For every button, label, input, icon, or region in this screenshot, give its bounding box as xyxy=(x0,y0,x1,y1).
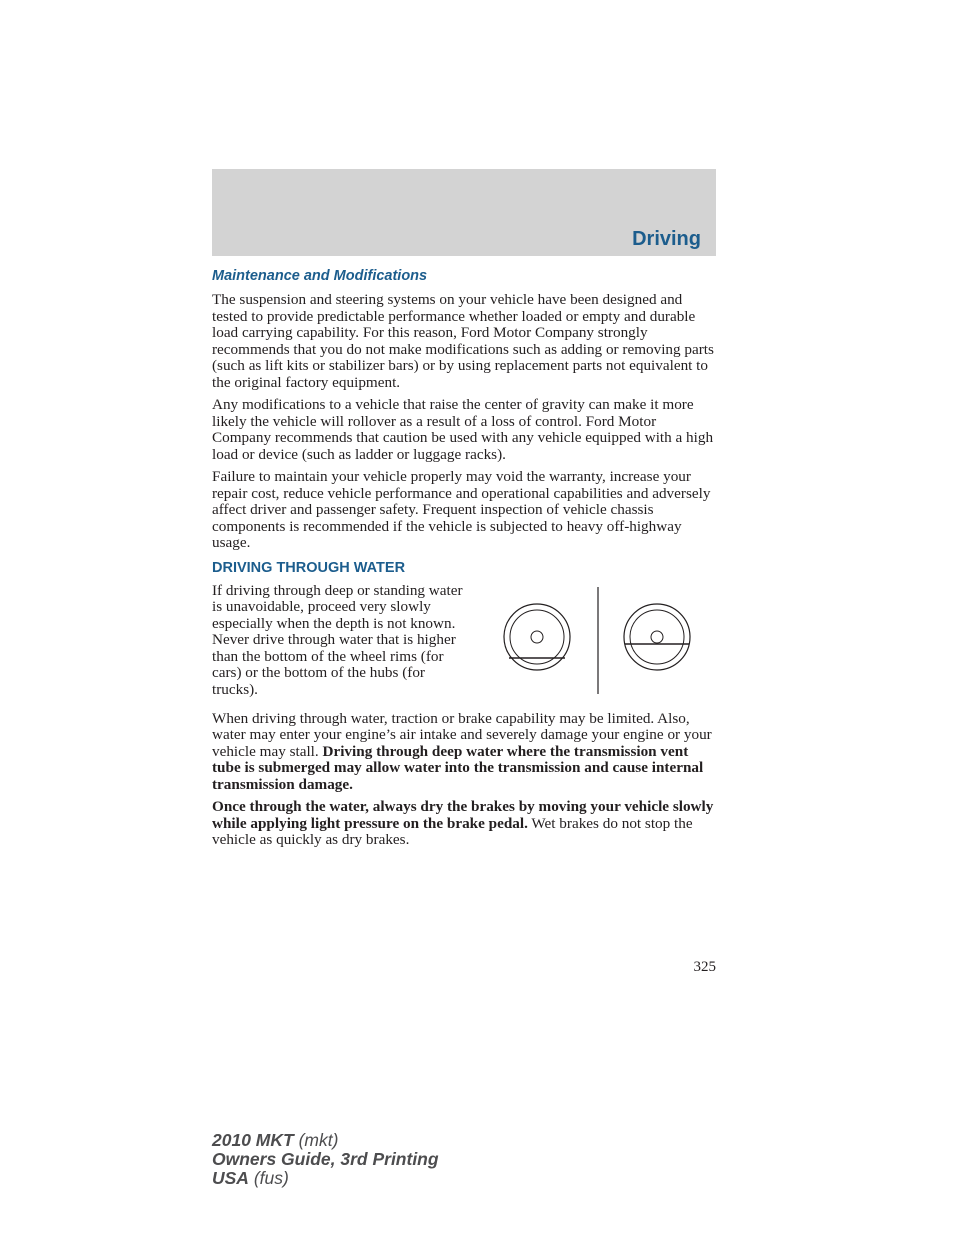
maintenance-heading: Maintenance and Modifications xyxy=(212,268,428,284)
water-paragraph-2: When driving through water, traction or brake capability may be limited. Also, water may enter your engine’s air intake and severely damage your engine or your vehicle may stall. Driving through deep water where the transmission vent tube is submerged may allow water into the transmission and cause internal transmission damage. xyxy=(212,709,712,793)
brake-drying-bold: Once through the water, always dry the brakes by moving your vehicle slowly while applying light pressure on the brake pedal. xyxy=(212,798,714,832)
footer-line-2: Owners Guide, 3rd Printing xyxy=(212,1149,439,1169)
section-header-band xyxy=(212,169,716,256)
wheel-water-level-illustration xyxy=(497,587,707,697)
car-wheel-icon xyxy=(504,604,570,670)
water-warning-bold: Driving through deep water where the transmission vent tube is submerged may allow water into the transmission and cause internal transmission damage. xyxy=(212,742,704,793)
maintenance-paragraph-1: The suspension and steering systems on your vehicle have been designed and tested to provide predictable performance whether loaded or empty and durable load carrying capability. For this reason, Ford Motor Company strongly recommends that you do not make modifications such as adding or removing parts (such as lift kits or stabilizer bars) or by using replacement parts not equivalent to the original factory equipment. xyxy=(212,291,714,391)
document-footer xyxy=(212,1131,439,1188)
maintenance-paragraph-2: Any modifications to a vehicle that raise the center of gravity can make it more likely the vehicle will rollover as a result of a loss of control. Ford Motor Company recommends that caution be used with any vehicle equipped with a high load or device (such as ladder or luggage racks). xyxy=(212,396,714,463)
page-number: 325 xyxy=(693,959,716,975)
water-intro-block xyxy=(212,583,716,711)
truck-wheel-icon xyxy=(624,604,690,670)
footer-line-1: 2010 MKT (mkt) xyxy=(212,1130,339,1150)
page-content xyxy=(212,266,716,855)
footer-line-3: USA (fus) xyxy=(212,1168,289,1188)
section-title: Driving xyxy=(632,228,701,250)
water-paragraph-3: Once through the water, always dry the brakes by moving your vehicle slowly while applying light pressure on the brake pedal. Wet brakes do not stop the vehicle as quickly as dry brakes. xyxy=(212,798,714,848)
maintenance-paragraph-3: Failure to maintain your vehicle properly may void the warranty, increase your repair cost, reduce vehicle performance and operational capabilities and adversely affect driver and passenger safety. Frequent inspection of vehicle chassis components is recommended if the vehicle is subjected to heavy off-highway usage. xyxy=(212,468,711,551)
water-heading: DRIVING THROUGH WATER xyxy=(212,559,406,576)
water-intro-paragraph: If driving through deep or standing water is unavoidable, proceed very slowly especially when the depth is not known. Never drive through water that is higher than the bottom of the wheel rims (for cars) or the bottom of the hubs (for trucks). xyxy=(212,581,463,698)
